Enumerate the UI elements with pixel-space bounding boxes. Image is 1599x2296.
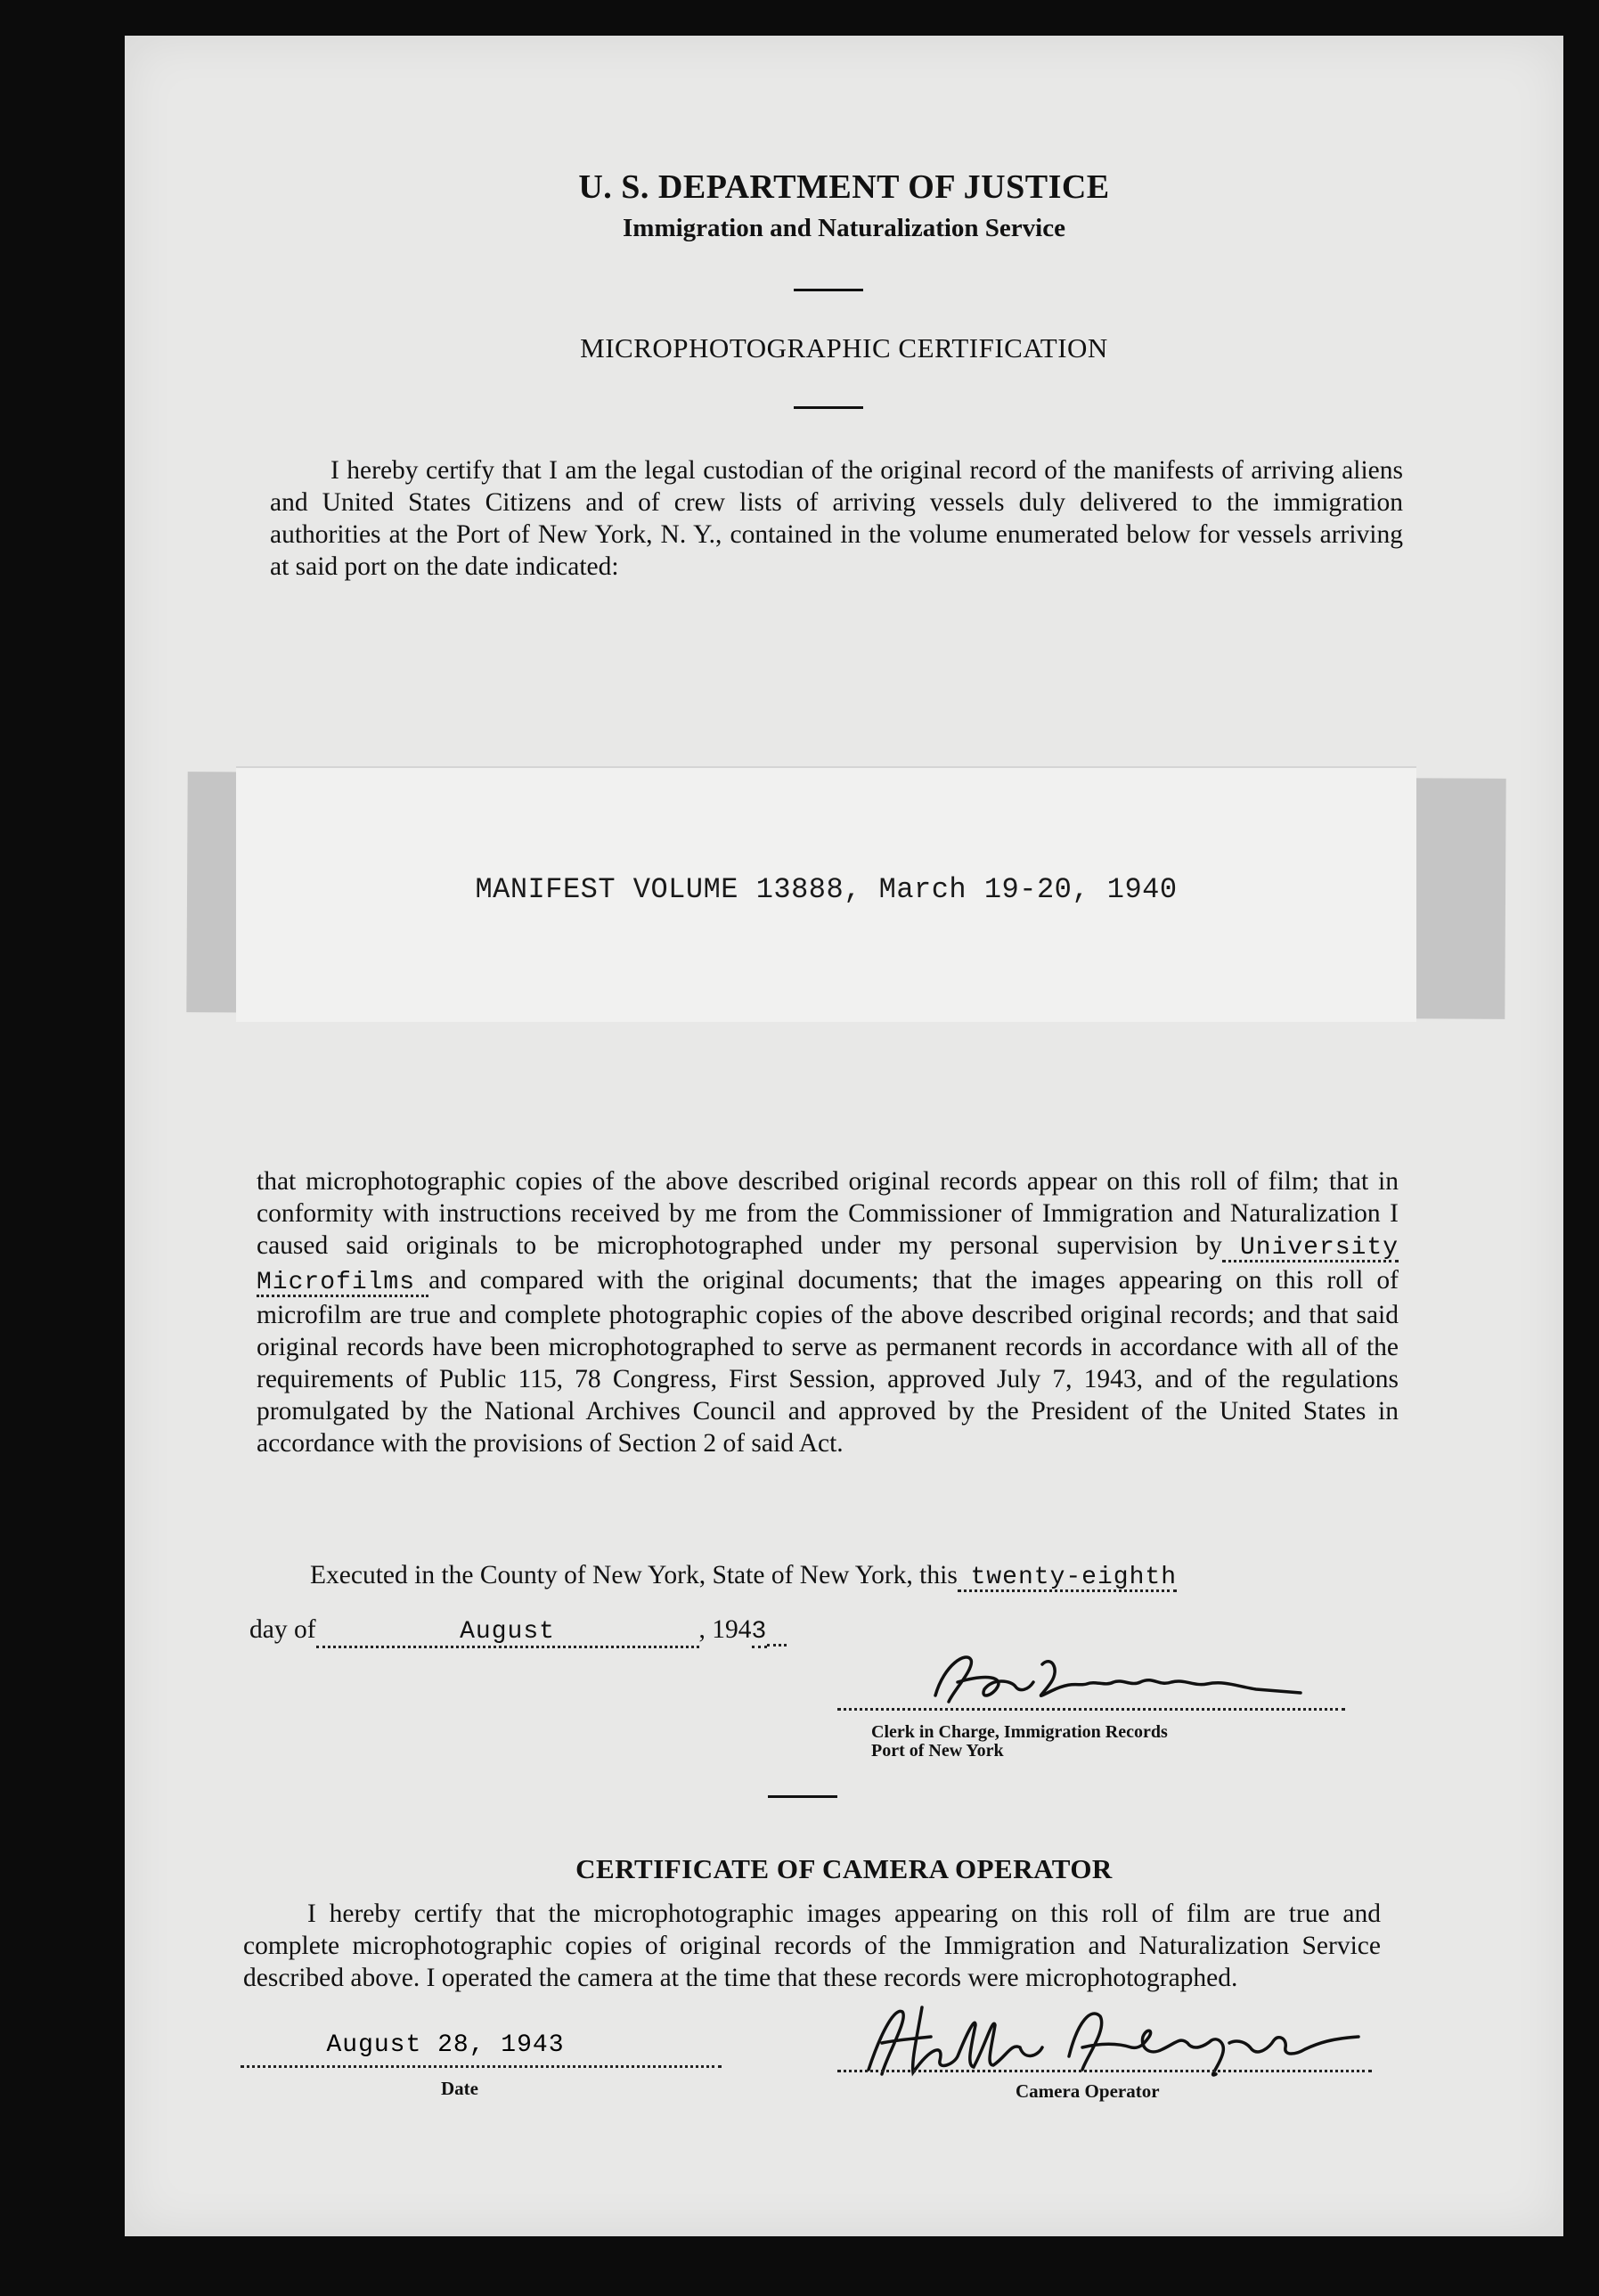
camera-operator-caption: Camera Operator	[1016, 2080, 1160, 2102]
filmer-name: University Microfilms	[257, 1234, 1399, 1296]
body-text-before: that microphotographic copies of the above described original records appear on this roll of film; that in conformity with instructions received by me from the Commissioner of Immigration and Naturalization I caused said originals to be microphotographed under my personal supervision by	[257, 1167, 1399, 1260]
date-line	[241, 2065, 722, 2068]
date-caption: Date	[441, 2078, 478, 2099]
clerk-title: Clerk in Charge, Immigration Records Port of New York	[871, 1722, 1168, 1761]
department-title: U. S. DEPARTMENT OF JUSTICE	[578, 168, 1110, 206]
camera-operator-paragraph: I hereby certify that the microphotographic images appearing on this roll of film are true and complete microphotographic copies of original records of the Immigration and Naturalization Service described above. I operated the camera at the time that these records were microphotographed.	[243, 1900, 1381, 1992]
divider	[794, 289, 863, 291]
clerk-signature-line	[837, 1708, 1345, 1711]
executed-line	[310, 1561, 1177, 1591]
certificate-page	[125, 36, 1563, 2236]
camera-operator-line	[837, 2070, 1372, 2072]
manifest-volume-text: MANIFEST VOLUME 13888, March 19-20, 1940	[475, 873, 1178, 906]
manifest-label-strip	[236, 766, 1416, 1022]
month-value: August	[460, 1618, 555, 1646]
date-value: August 28, 1943	[326, 2031, 565, 2059]
body-text-after: and compared with the original documents; that the images appearing on this roll of microfilm are true and complete photographic copies of the above described original records; and that said original records have been microphotographed to serve as permanent records in accordance with all of the requirements of Public 115, 78 Congress, First Session, approved July 7, 1943, and of the regulations promulgated by the National Archives Council and approved by the President of the United States in accordance with the provisions of Section 2 of said Act.	[257, 1266, 1399, 1458]
certification-heading: MICROPHOTOGRAPHIC CERTIFICATION	[580, 332, 1108, 364]
year-prefix: , 194	[698, 1615, 752, 1644]
executed-prefix: Executed in the County of New York, State of New York, this	[310, 1561, 958, 1589]
intro-paragraph: I hereby certify that I am the legal custodian of the original record of the manifests of arriving aliens and United States Citizens and of crew lists of arriving vessels duly delivered to the immigration authorities at the Port of New York, N. Y., contained in the volume enumerated below for vessels arriving at said port on the date indicated:	[270, 456, 1403, 581]
agency-subtitle: Immigration and Naturalization Service	[623, 214, 1065, 242]
certification-body	[257, 1165, 1399, 1459]
year-suffix: 3	[752, 1618, 768, 1648]
day-of-label: day of	[249, 1615, 316, 1644]
day-ordinal: twenty-eighth	[970, 1564, 1177, 1591]
camera-operator-heading: CERTIFICATE OF CAMERA OPERATOR	[575, 1853, 1113, 1884]
clerk-signature	[918, 1646, 1309, 1709]
divider	[768, 1795, 837, 1798]
divider	[794, 406, 863, 409]
day-of-line	[249, 1615, 787, 1648]
